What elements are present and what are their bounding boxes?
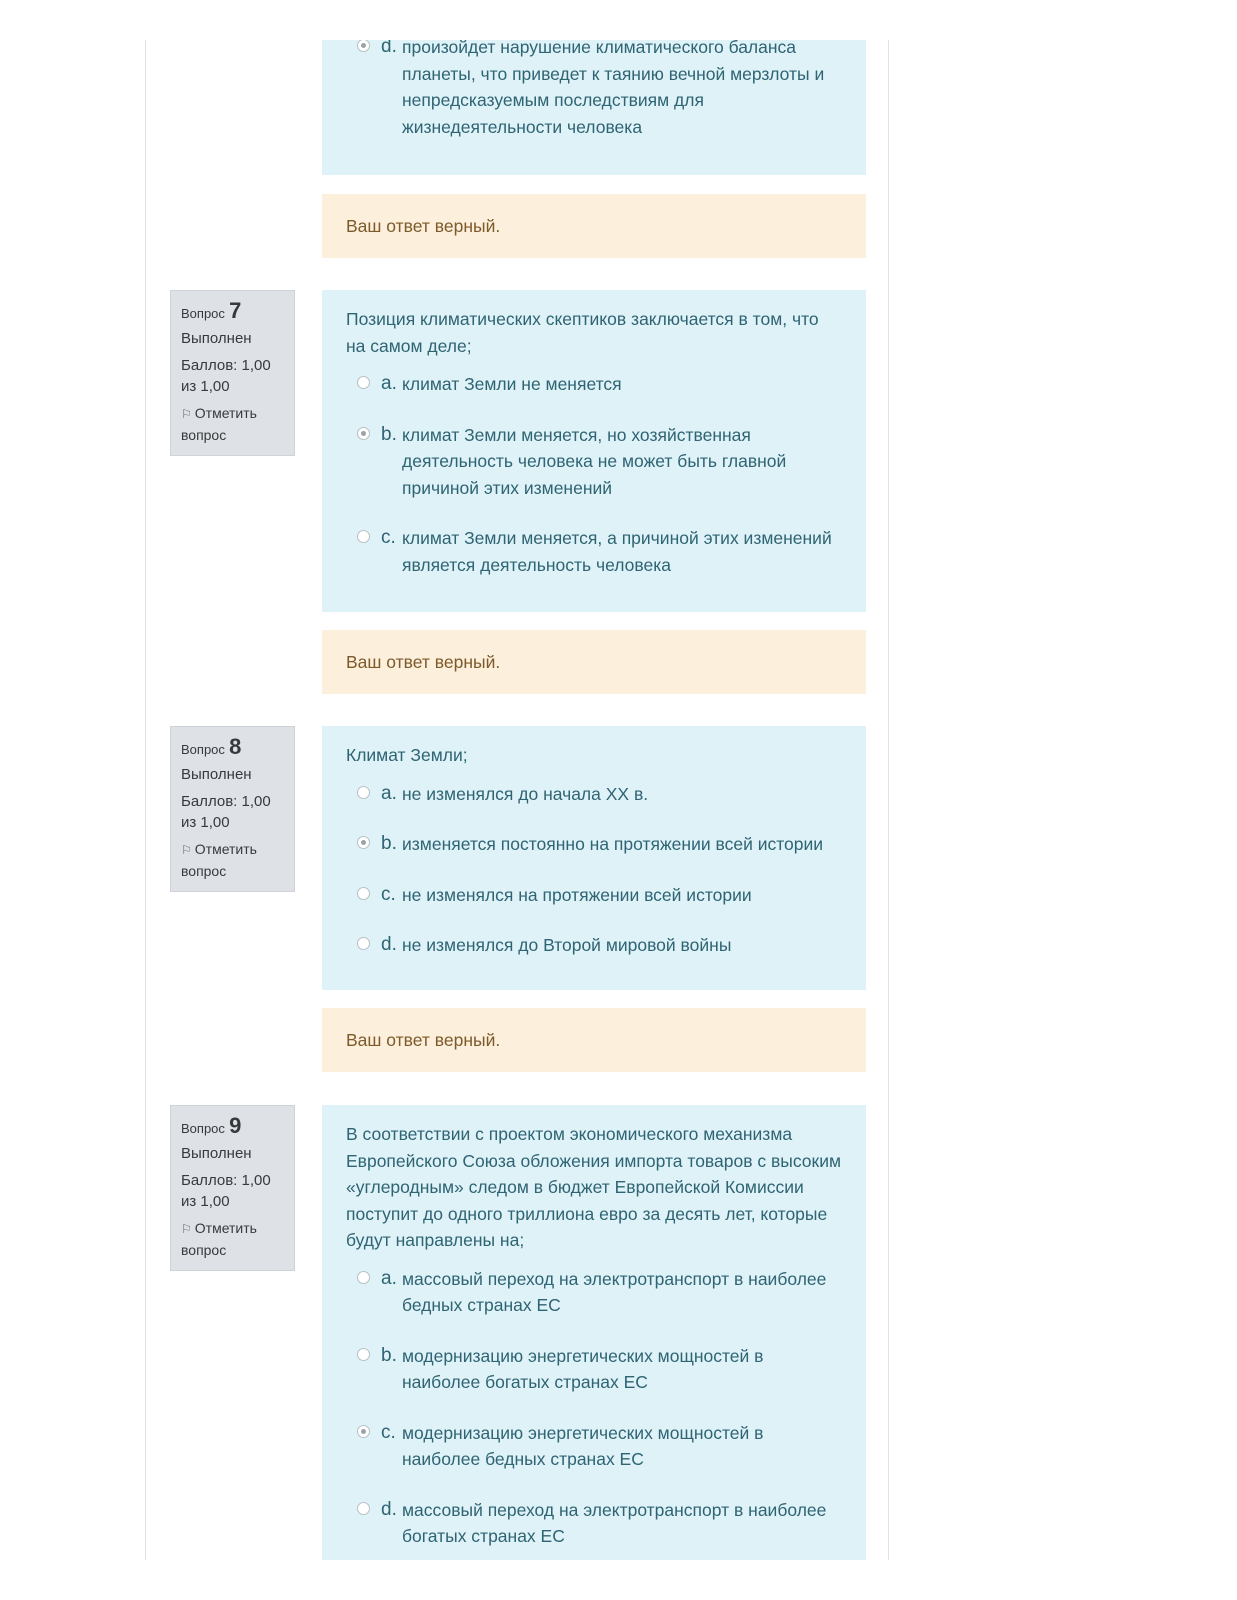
answer-letter: a. — [381, 1267, 397, 1289]
radio-button[interactable] — [357, 1502, 370, 1515]
answer-letter: d. — [381, 934, 397, 955]
answer-option-c[interactable] — [346, 882, 842, 909]
answer-option-c[interactable] — [346, 525, 842, 578]
answer-option-b[interactable] — [346, 422, 842, 502]
answer-option-a[interactable] — [346, 1266, 842, 1319]
flag-label: Отметить вопрос — [181, 405, 257, 443]
radio-button[interactable] — [357, 427, 370, 440]
answer-letter: a. — [381, 782, 397, 804]
question-number: 7 — [229, 298, 242, 323]
question-9-info — [170, 1105, 295, 1271]
question-6-formulation — [322, 40, 866, 175]
question-label: Вопрос — [181, 742, 225, 757]
question-label: Вопрос — [181, 1121, 225, 1136]
answer-text: климат Земли меняется, но хозяйственная деятельность человека не может быть главной причиной этих изменений — [402, 424, 787, 498]
answer-text: климат Земли не меняется — [402, 374, 622, 394]
question-9-formulation — [322, 1105, 866, 1560]
answer-letter: d. — [381, 1498, 397, 1520]
answer-option-d[interactable] — [346, 40, 842, 140]
question-number: 9 — [229, 1113, 242, 1138]
radio-button[interactable] — [357, 887, 370, 900]
answer-option-d[interactable] — [346, 1497, 842, 1550]
answer-option-a[interactable] — [346, 781, 842, 808]
question-8-formulation — [322, 726, 866, 990]
answer-letter: c. — [381, 883, 396, 905]
question-6-feedback: Ваш ответ верный. — [322, 194, 866, 258]
question-number: 8 — [229, 734, 242, 759]
answer-letter: b. — [381, 1344, 397, 1366]
question-8-info — [170, 726, 295, 892]
answer-text: массовый переход на электротранспорт в наиболее бедных странах ЕС — [402, 1268, 827, 1315]
flag-question-link[interactable] — [181, 403, 284, 446]
question-text: Климат Земли; — [346, 745, 468, 765]
radio-button[interactable] — [357, 1425, 370, 1438]
answer-letter: a. — [381, 373, 397, 394]
answer-option-a[interactable] — [346, 371, 842, 398]
answer-text: изменяется постоянно на протяжении всей истории — [402, 834, 824, 854]
question-label: Вопрос — [181, 306, 225, 321]
question-text: В соответствии с проектом экономического механизма Европейского Союза обложения импорта товаров с высоким «углеродным» следом в бюджет Европейской Комиссии поступит до одного триллиона евро за десять лет, которые будут направлены на; — [346, 1124, 842, 1250]
flag-icon: ⚐ — [181, 843, 192, 857]
answer-text: не изменялся до начала XX в. — [402, 783, 649, 804]
question-text: Позиция климатических скептиков заключается в том, что на самом деле; — [346, 309, 819, 356]
flag-label: Отметить вопрос — [181, 1220, 257, 1258]
answer-text: модернизацию энергетических мощностей в наиболее бедных странах ЕС — [402, 1422, 764, 1469]
flag-label: Отметить вопрос — [181, 841, 257, 879]
radio-button[interactable] — [357, 1271, 370, 1284]
answer-option-d[interactable] — [346, 932, 842, 959]
answer-letter: c. — [381, 1421, 396, 1443]
answer-text: не изменялся на протяжении всей истории — [402, 884, 752, 905]
flag-question-link[interactable] — [181, 839, 284, 882]
question-grade: Баллов: 1,00 из 1,00 — [181, 357, 271, 395]
question-grade: Баллов: 1,00 из 1,00 — [181, 793, 271, 831]
radio-button[interactable] — [357, 40, 370, 52]
question-state: Выполнен — [181, 330, 252, 347]
answer-text: модернизацию энергетических мощностей в наиболее богатых странах ЕС — [402, 1345, 764, 1392]
radio-button[interactable] — [357, 1348, 370, 1361]
radio-button[interactable] — [357, 836, 370, 849]
question-7-feedback: Ваш ответ верный. — [322, 630, 866, 694]
answer-option-b[interactable] — [346, 831, 842, 858]
answer-text: не изменялся до Второй мировой войны — [402, 935, 732, 955]
answer-letter: c. — [381, 527, 396, 548]
quiz-review-page — [145, 40, 889, 1560]
radio-button[interactable] — [357, 376, 370, 389]
flag-icon: ⚐ — [181, 1222, 192, 1236]
answer-text: произойдет нарушение климатического баланса планеты, что приведет к таянию вечной мерзлоты и непредсказуемым последствиям для жизнедеятельности человека — [402, 40, 825, 137]
answer-text: массовый переход на электротранспорт в наиболее богатых странах ЕС — [402, 1499, 827, 1546]
radio-button[interactable] — [357, 786, 370, 799]
radio-button[interactable] — [357, 530, 370, 543]
question-8-feedback: Ваш ответ верный. — [322, 1008, 866, 1072]
answer-letter: b. — [381, 423, 397, 445]
question-state: Выполнен — [181, 766, 252, 783]
question-grade: Баллов: 1,00 из 1,00 — [181, 1172, 271, 1210]
answer-letter: b. — [381, 833, 397, 854]
answer-option-b[interactable] — [346, 1343, 842, 1396]
flag-icon: ⚐ — [181, 407, 192, 421]
question-7-info — [170, 290, 295, 456]
answer-text: климат Земли меняется, а причиной этих изменений является деятельность человека — [402, 528, 832, 575]
radio-button[interactable] — [357, 937, 370, 950]
flag-question-link[interactable] — [181, 1218, 284, 1261]
answer-option-c[interactable] — [346, 1420, 842, 1473]
answer-letter: d. — [381, 40, 397, 57]
question-7-formulation — [322, 290, 866, 612]
question-state: Выполнен — [181, 1145, 252, 1162]
